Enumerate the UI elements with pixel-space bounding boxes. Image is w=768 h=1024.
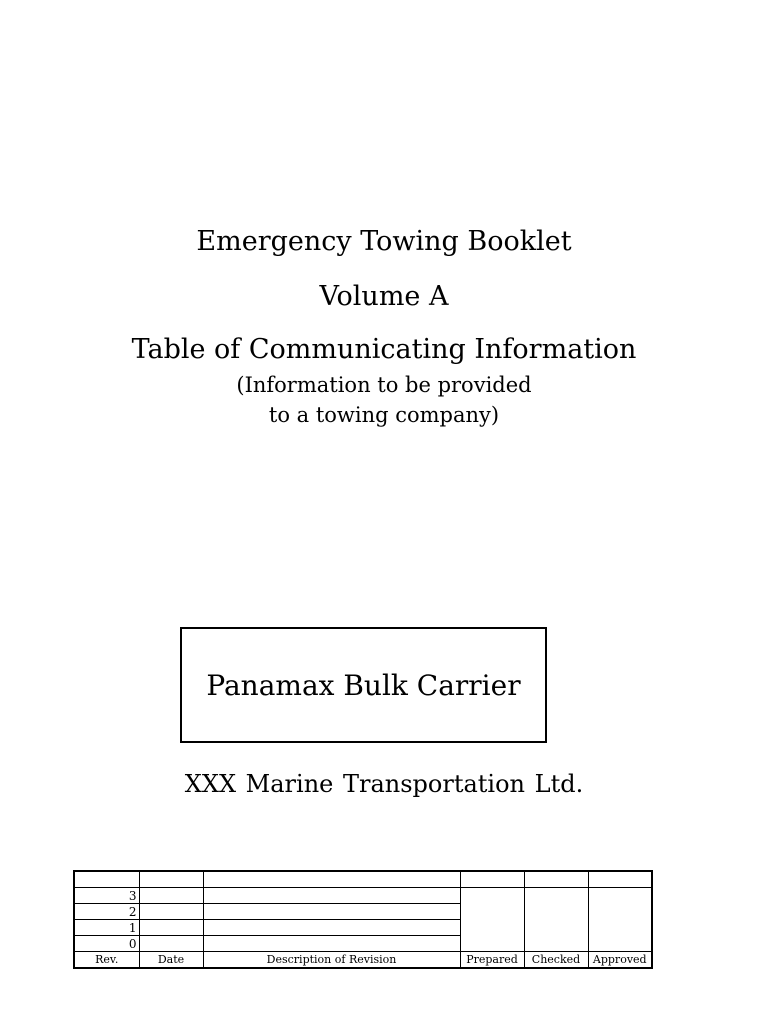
document-title: Emergency Towing Booklet — [196, 226, 572, 257]
subtitle-note-line-1: (Information to be provided — [236, 373, 532, 397]
header-date: Date — [139, 952, 203, 969]
company-name: XXX Marine Transportation Ltd. — [184, 770, 584, 798]
description-cell — [203, 936, 460, 952]
header-prepared: Prepared — [460, 952, 524, 969]
volume-label: Volume A — [319, 281, 449, 312]
approved-signature-cell — [588, 888, 652, 952]
date-cell — [139, 936, 203, 952]
table-row — [74, 871, 652, 888]
description-cell — [203, 888, 460, 904]
description-cell — [203, 904, 460, 920]
date-cell — [139, 871, 203, 888]
description-cell — [203, 871, 460, 888]
table-row — [74, 888, 652, 904]
prepared-signature-cell — [460, 888, 524, 952]
header-description: Description of Revision — [203, 952, 460, 969]
ship-type-label: Panamax Bulk Carrier — [206, 668, 521, 702]
date-cell — [139, 904, 203, 920]
approved-cell — [588, 871, 652, 888]
checked-cell — [524, 871, 588, 888]
rev-number: 0 — [74, 936, 139, 952]
header-approved: Approved — [588, 952, 652, 969]
header-checked: Checked — [524, 952, 588, 969]
rev-cell — [74, 871, 139, 888]
checked-signature-cell — [524, 888, 588, 952]
rev-number: 2 — [74, 904, 139, 920]
description-cell — [203, 920, 460, 936]
prepared-cell — [460, 871, 524, 888]
date-cell — [139, 888, 203, 904]
header-rev: Rev. — [74, 952, 139, 969]
table-header-row — [74, 952, 652, 969]
ship-type-box — [180, 627, 547, 743]
revision-table — [73, 870, 653, 969]
subtitle-note-line-2: to a towing company) — [268, 403, 500, 427]
document-subtitle: Table of Communicating Information — [131, 334, 637, 365]
date-cell — [139, 920, 203, 936]
rev-number: 1 — [74, 920, 139, 936]
rev-number: 3 — [74, 888, 139, 904]
